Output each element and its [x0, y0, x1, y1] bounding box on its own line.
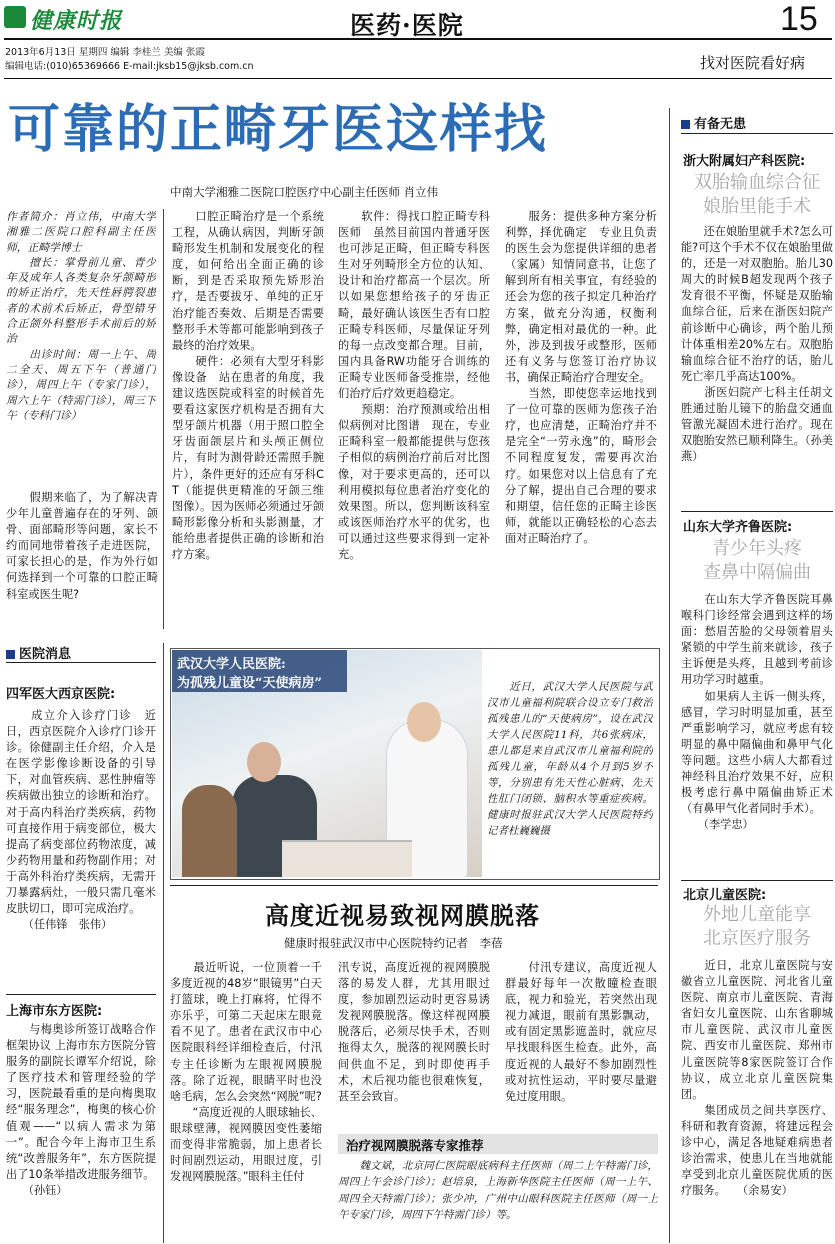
- photo-bed: [282, 840, 412, 877]
- masthead-logo: 健康时报: [30, 8, 123, 34]
- news-label-text: 医院消息: [19, 647, 72, 662]
- main-col-4: 服务：提供多种方案分析利弊，择优确定 专业且负责的医生会为您提供详细的患者（家属）知情同意书，让您了解到所有相关事宜，有经验的还会为您的孩子拟定几种治疗方案，做充分沟通，权衡利弊，确定相对最优的一种。此外，涉及到拔牙或整形，医师还有义务与您签订治疗协议书，确保正畸治疗合理安全。 当然，即使您幸运地找到了一位可靠的医师为您孩子治疗，也应清楚，正畸治疗并不是完全“一劳永逸”的，畸形会不同程度复发，需要再次治疗。如果您对以上信息有了充分了解，提出自己合理的要求和期望，信任您的正畸主诊医师，就能以正确轻松的心态去面对正畸治疗了。: [505, 210, 657, 545]
- main-intro: 假期来临了，为了解决青少年儿童普遍存在的牙列、颌骨、面部畸形等问题，家长不约而同地带着孩子走进医院，可家长担心的是，作为外行如何选择到一个可靠的口腔正畸科室或医生呢?: [6, 491, 158, 601]
- sidebar-story3-body: 近日，北京儿童医院与安徽省立儿童医院、河北省儿童医院、南京市儿童医院、青海省妇女儿童医院、山东省聊城市儿童医院、武汉市儿童医院、西安市儿童医院、郑州市儿童医院等8家医院签订合作协议，成立北京儿童医院集团。 集团成员之间共享医疗、科研和教育资源，将建远程会诊中心，满足各地疑难病患者诊治需求，使患儿在当地就能享受到北京儿童医院优质的医疗服务。 （余易安）: [681, 959, 833, 1198]
- author-bio: 作者简介：肖立伟，中南大学湘雅二医院口腔科副主任医师，正畸学博士 擅长：掌骨前儿童、青少年及成年人各类复杂牙颌畸形的矫正治疗，先天性唇腭裂患者的术前术后矫正，骨型错牙合正颌外科整形手术前后的矫治 出诊时间：周一上午、周二全天、周五下午（普通门诊），周四上午（专家门诊），周六上午（特需门诊），周三下午（专科门诊）: [6, 210, 156, 422]
- myopia-col-1: 最近听说，一位顶着一千多度近视的48岁“眼镜男”白天打篮球，晚上打麻将，忙得不亦乐乎，可第二天起床左眼竟看不见了。患者在武汉市中心医院眼科经详细检查后，付汛专主任诊断为左眼视网膜脱落。除了近视，眼睛平时也没啥毛病，怎么会突然“网脱”呢? “高度近视的人眼球轴长、眼球壁薄，视网膜因变性萎缩而变得非常脆弱，加上患者长时间剧烈运动，用眼过度，引发视网膜脱落。”眼科主任付: [170, 961, 322, 1184]
- news-rule: [6, 662, 156, 663]
- slogan: 找对医院看好病: [700, 54, 806, 72]
- contact-line: 编辑电话:(010)65369666 E-mail:jksb15@jksb.com.cn: [5, 61, 254, 72]
- photo-figure-woman: [182, 785, 237, 877]
- sidebar-story1-body: 还在娘胎里就手术?怎么可能?可这个手术不仅在娘胎里做的，还是一对双胞胎。胎儿30周大的时候B超发现两个孩子发育很不平衡，怀疑是双胎输血综合征，后来在浙医妇院产前诊断中心确诊，两个胎儿预计体重相差20%左右。双胞胎输血综合征不治疗的话，胎儿死亡率几乎高达100%。 浙医妇院产七科主任胡文胜通过胎儿镜下的胎盘交通血管激光凝固术进行治疗。现在双胞胎安然已顺利降生。（孙美燕）: [681, 225, 833, 464]
- news-item1-body: 成立介入诊疗门诊 近日，西京医院介入诊疗门诊开诊。徐健副主任介绍，介入是在医学影像诊断设备的引导下，对血管疾病、恶性肿瘤等疾病做出独立的诊断和治疗。对于高内科治疗类疾病，药物可直接作用于病变部位，极大提高了病变部位药物浓度，减少药物用量和药物副作用；对于高外科治疗类疾病，无需开刀暴露病灶，一般只需几毫米皮肤切口，即可完成治疗。 （任伟锋 张伟）: [6, 709, 156, 932]
- experts-list: 魏文斌，北京同仁医院眼底病科主任医师（周二上午特需门诊，周四上午会诊门诊）；赵培泉，上海新华医院主任医师（周一上午、周四全天特需门诊）；张少冲，广州中山眼科医院主任医师（周一上午专家门诊，周四下午特需门诊）等。: [338, 1160, 658, 1221]
- myopia-byline: 健康时报驻武汉市中心医院特约记者 李蓓: [284, 936, 503, 950]
- sidebar-rule-1: [681, 511, 833, 512]
- photo-caption: 近日，武汉大学人民医院与武汉市儿童福利院联合设立专门救治孤残患儿的“天使病房”，设在武汉大学人民医院11科，共6张病床，患儿都是来自武汉市儿童福利院的孤残儿童，年龄从4个月到5岁不等，分别患有先天性心脏病、先天性肛门闭锁、脑积水等重症疾病。健康时报驻武汉大学人民医院特约记者杜巍巍摄: [487, 681, 653, 837]
- photo-figure-man-head: [247, 742, 281, 782]
- sidebar-story2-title: 山东大学齐鲁医院:: [683, 520, 793, 535]
- photo-figure-doctor-head: [407, 702, 441, 742]
- sidebar-story3-subhead-2: 北京医疗服务: [703, 928, 811, 949]
- photo-box: [170, 648, 660, 880]
- news-item1-title: 四军医大西京医院:: [6, 687, 116, 702]
- news-item2-body: 与梅奥诊所签订战略合作框架协议 上海市东方医院分管服务的副院长谭军介绍说，除了医疗技术和管理经验的学习，医院最看重的是向梅奥取经“服务理念”，梅奥的核心价值观——“以病人需求为第一”。配合今年上海市卫生系统“改善服务年”，东方医院提出了10条举措改进服务细节。 （孙钰）: [6, 1023, 156, 1197]
- sidebar-story2-subhead-1: 青少年头疼: [712, 538, 802, 559]
- myopia-col-3: 付汛专建议，高度近视人群最好每年一次散瞳检查眼底，视力和验光，若突然出现视力减退，眼前有黑影飘动，或有固定黑影遮盖时，就应尽早找眼科医生检查。此外，高度近视的人最好不参加剧烈性或对抗性运动，平时要尽量避免过度用眼。: [505, 961, 657, 1103]
- photo-subtitle: 为孤残儿童设“天使病房”: [177, 676, 322, 691]
- main-headline: 可靠的正畸牙医这样找: [8, 100, 549, 160]
- myopia-rule: [170, 885, 658, 886]
- page-number: 15: [780, 0, 818, 38]
- section-title: 医药·医院: [350, 11, 464, 40]
- main-col-3: 软件：得找口腔正畸专科医师 虽然目前国内普通牙医也可涉足正畸，但正畸专科医生对牙列畸形全方位的认知、设计和治疗都高一个层次。所以如果您想给孩子的牙齿正畸，最好确认该医生否有口腔正畸专科医师，尽量保证牙列的每一点改变都合理。目前，国内具备RW功能牙合训练的正畸专业医师备受推崇，经他们治疗后疗效更趋稳定。 预期：治疗预测或给出相似病例对比图谱 现在，专业正畸科室一般都能提供与您孩子相似的病例治疗前后对比图像，对于要求更高的，还可以利用模拟每位患者治疗变化的效果图。所以，您判断该科室或该医师治疗水平的优劣，也可以通过这些要求得到一定补充。: [338, 210, 490, 561]
- myopia-headline: 高度近视易致视网膜脱落: [265, 901, 540, 930]
- main-byline: 中南大学湘雅二医院口腔医疗中心副主任医师 肖立伟: [170, 185, 439, 199]
- left-column-divider: [163, 643, 164, 1243]
- news-item-rule: [6, 994, 156, 995]
- sidebar-rule-top: [681, 133, 833, 134]
- column-divider: [163, 209, 164, 629]
- sidebar-story3-subhead-1: 外地儿童能享: [703, 904, 811, 925]
- sidebar-story1-subhead-2: 娘胎里能手术: [703, 196, 811, 217]
- sidebar-divider: [669, 108, 670, 1243]
- masthead-rule-top: [4, 38, 832, 40]
- section-bullet-icon: [6, 650, 15, 659]
- sidebar-story3-title: 北京儿童医院:: [683, 888, 767, 903]
- masthead-rule-bottom: [4, 78, 832, 79]
- news-item2-title: 上海市东方医院:: [6, 1004, 103, 1019]
- sidebar-section-label: [681, 113, 746, 132]
- section-bullet-icon: [681, 120, 690, 129]
- sidebar-story2-subhead-2: 查鼻中隔偏曲: [703, 562, 811, 583]
- masthead: [0, 0, 835, 80]
- sidebar-story1-title: 浙大附属妇产科医院:: [683, 154, 806, 169]
- myopia-col-2: 汛专说，高度近视的视网膜脱落的易发人群，尤其用眼过度，参加剧烈运动时更容易诱发视网膜脱落。像这样视网膜脱落后，必须尽快手术，否则拖得太久，脱落的视网膜长时间供血不足，到时即使再手术，术后视功能也很难恢复，甚至会致盲。: [338, 961, 490, 1103]
- sidebar-rule-2: [681, 880, 833, 881]
- photo-title: 武汉大学人民医院:: [177, 657, 286, 672]
- logo-badge: [4, 6, 26, 28]
- sidebar-story2-body: 在山东大学齐鲁医院耳鼻喉科门诊经常会遇到这样的场面：愁眉苦脸的父母领着眉头紧锁的中学生前来就诊，孩子主诉便是头疼，且越到考前诊用功学习时越重。 如果病人主诉一侧头疼，感冒，学习时明显加重，甚至严重影响学习，就应考虑有较明显的鼻中隔偏曲和鼻甲气化等问题。这些小病人大都看过神经科且治疗效果不好，应积极考虑行鼻中隔偏曲矫正术（有鼻甲气化者同时手术）。 （李学忠）: [681, 593, 833, 832]
- sidebar-label-text: 有备无患: [694, 117, 747, 132]
- main-col-2: 口腔正畸治疗是一个系统工程，从确认病因，判断牙颌畸形发生机制和发展变化的程度，如何给出全面正确的诊断，到是否采取预先矫形治疗，是否要拔牙、单纯的正牙治疗能否奏效、后期是否需要整形手术等都可能影响到孩子最终的治疗效果。 硬件：必须有大型牙科影像设备 站在患者的角度，我建议选医院或科室的时候首先要看这家医疗机构是否拥有大型牙颌片机器（用于照口腔全牙齿面颌层片和头颅正侧位片，有时为测骨龄还需照手腕片），条件更好的还应有牙科CT（能提供更精准的牙颌三维图像）。因为医师必须通过牙颌畸形影像分析和头影测量，才能给患者提供正确的诊断和治疗方案。: [172, 210, 324, 561]
- experts-title: 治疗视网膜脱落专家推荐: [346, 1138, 484, 1153]
- sidebar-story1-subhead-1: 双胎输血综合征: [694, 172, 820, 193]
- date-line: 2013年6月13日 星期四 编辑 李桂兰 美编 张霞: [5, 47, 205, 58]
- news-section-label: [6, 643, 71, 662]
